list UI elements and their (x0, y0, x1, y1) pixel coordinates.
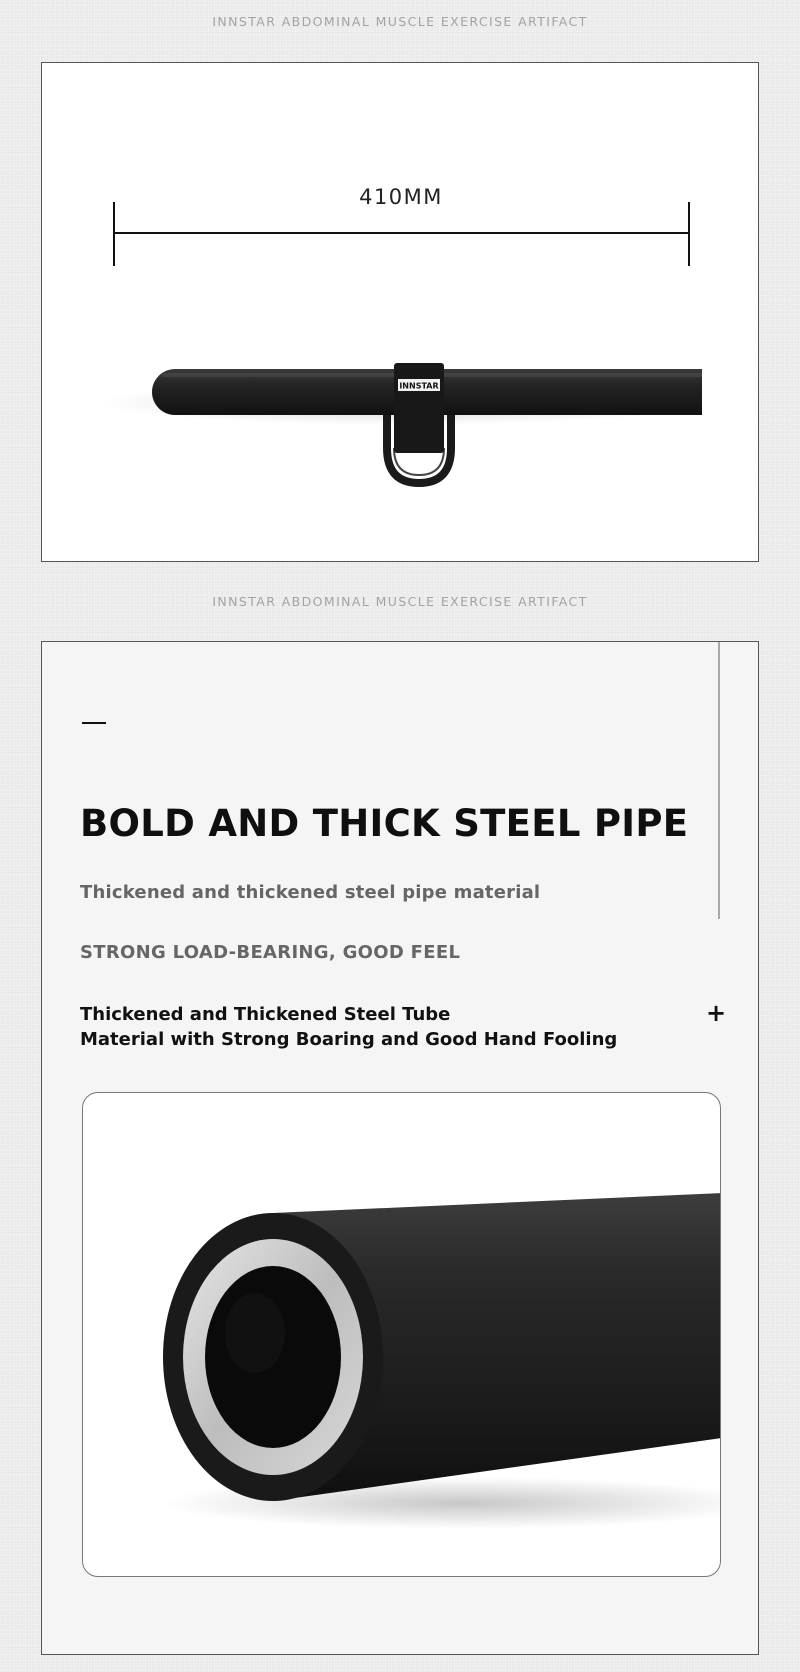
product-image (102, 293, 702, 493)
steel-pipe-photo (82, 1092, 721, 1577)
plus-icon[interactable]: + (705, 999, 727, 1027)
description-line: Material with Strong Boaring and Good Hand Fooling (80, 1029, 618, 1050)
header-caption: INNSTAR ABDOMINAL MUSCLE EXERCISE ARTIFACT (212, 14, 588, 29)
dimension-tick-left (113, 202, 115, 266)
product-dimension-panel (41, 62, 759, 562)
description-line: Thickened and Thickened Steel Tube (80, 1004, 451, 1025)
feature-tagline: STRONG LOAD-BEARING, GOOD FEEL (80, 942, 461, 963)
strap-logo-text: INNSTAR (399, 381, 439, 391)
steel-pipe-closeup-illustration (83, 1093, 721, 1577)
accent-dash (82, 722, 106, 724)
feature-panel (41, 641, 759, 1655)
dimension-line (113, 232, 689, 234)
section-caption: INNSTAR ABDOMINAL MUSCLE EXERCISE ARTIFACT (212, 594, 588, 609)
feature-headline: BOLD AND THICK STEEL PIPE (80, 802, 689, 845)
dimension-tick-right (688, 202, 690, 266)
side-divider (718, 642, 720, 919)
feature-subtitle: Thickened and thickened steel pipe material (80, 882, 541, 903)
dimension-label: 410MM (359, 185, 443, 209)
handle-bar-illustration (102, 293, 702, 493)
feature-description (80, 1002, 617, 1052)
